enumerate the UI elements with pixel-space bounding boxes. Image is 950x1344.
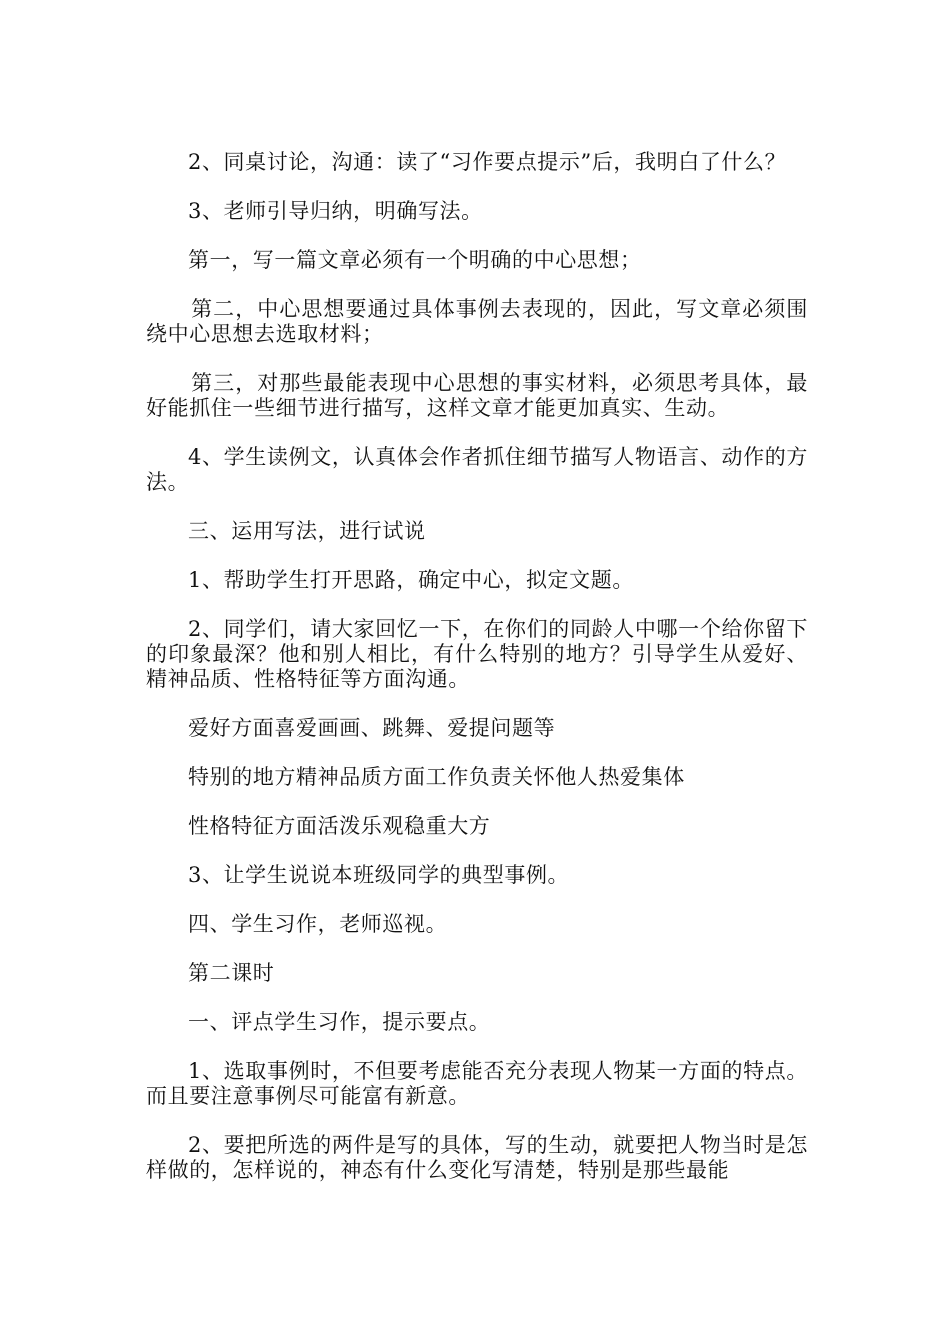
paragraph-point-three: 第三，对那些最能表现中心思想的事实材料，必须思考具体，最好能抓住一些细节进行描写，这样文章才能更加真实、生动。 <box>146 371 808 420</box>
section-heading-three: 三、运用写法，进行试说 <box>188 519 426 543</box>
paragraph-typical-examples: 3、让学生说说本班级同学的典型事例。 <box>188 863 570 887</box>
paragraph-personality: 性格特征方面活泼乐观稳重大方 <box>188 814 491 838</box>
section-heading-review: 一、评点学生习作，提示要点。 <box>188 1010 491 1034</box>
paragraph-open-ideas: 1、帮助学生打开思路，确定中心，拟定文题。 <box>188 568 634 592</box>
paragraph-write-vividly: 2、要把所选的两件是写的具体，写的生动，就要把人物当时是怎样做的，怎样说的，神态有什么变化写清楚，特别是那些最能 <box>146 1133 808 1182</box>
lesson-heading-second: 第二课时 <box>188 961 275 985</box>
paragraph-special-qualities: 特别的地方精神品质方面工作负责关怀他人热爱集体 <box>188 765 685 789</box>
paragraph-recall-classmate: 2、同学们，请大家回忆一下，在你们的同龄人中哪一个给你留下的印象最深？他和别人相比，有什么特别的地方？引导学生从爱好、精神品质、性格特征等方面沟通。 <box>146 617 808 691</box>
section-heading-four: 四、学生习作，老师巡视。 <box>188 912 448 936</box>
paragraph-hobbies: 爱好方面喜爱画画、跳舞、爱提问题等 <box>188 716 556 740</box>
paragraph-point-two: 第二，中心思想要通过具体事例去表现的，因此，写文章必须围绕中心思想去选取材料； <box>146 297 808 346</box>
paragraph-point-one: 第一，写一篇文章必须有一个明确的中心思想； <box>188 248 642 272</box>
paragraph-select-examples: 1、选取事例时，不但要考虑能否充分表现人物某一方面的特点。而且要注意事例尽可能富有新意。 <box>146 1059 808 1108</box>
paragraph-discussion: 2、同桌讨论，沟通：读了“习作要点提示”后，我明白了什么？ <box>188 150 787 174</box>
document-body <box>146 150 808 1207</box>
paragraph-read-example: 4、学生读例文，认真体会作者抓住细节描写人物语言、动作的方法。 <box>146 445 808 494</box>
paragraph-teacher-summary: 3、老师引导归纳，明确写法。 <box>188 199 483 223</box>
